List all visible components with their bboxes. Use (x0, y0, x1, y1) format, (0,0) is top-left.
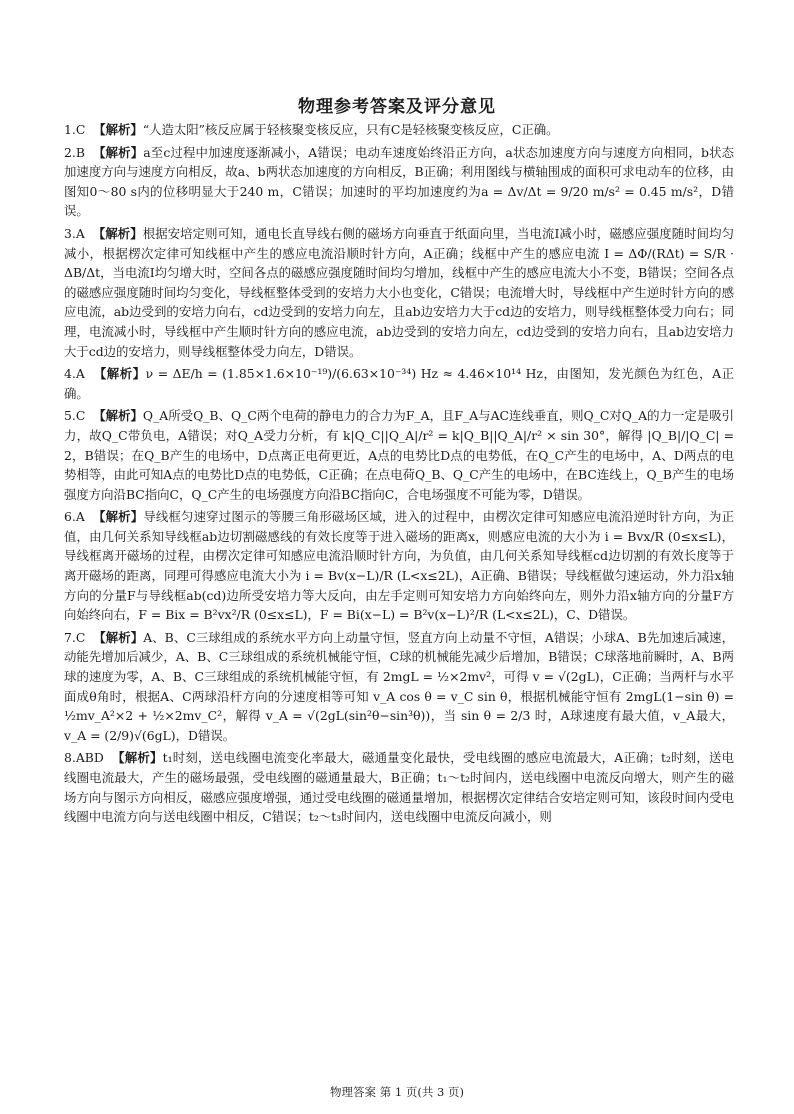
answer-choice: C (75, 629, 86, 645)
answer-choice: A (75, 225, 85, 241)
analysis-tag: 【解析】 (93, 629, 144, 645)
question-number: 8. (64, 750, 76, 766)
page-footer: 物理答案 第 1 页(共 3 页) (330, 1085, 464, 1099)
analysis-text: A、B、C三球组成的系统水平方向上动量守恒，竖直方向上动量不守恒，A错误；小球A、B先加速后减速，动能先增加后减少，A、B、C三球组成的系统机械能守恒，C球的机械能先减少后增加，B错误；C球落地前瞬时，A、B两球的速度为零，A、B、C三球组成的系统机械能守恒，有 2mgL = ½×2mv²，可得 v = √(2gL)，C正确；当两杆与水平面成θ角时，根据A、C两球沿杆方向的分速度相等可知 v_A cos θ = v_C sin θ，根据机械能守恒有 2mgL(1−sin θ) = ½mv_A²×2 + ½×2mv_C²，解得 v_A = √(2gL(sin²θ−sin³θ))，当 sin θ = 2/3 时，A球速度有最大值，v_A最大，v_A = (2/9)√(6gL)，D错误。 (64, 629, 734, 743)
analysis-tag: 【解析】 (93, 509, 144, 525)
question-number: 3. (64, 225, 76, 241)
question-number: 5. (64, 408, 76, 424)
answer-choice: B (75, 144, 85, 160)
answer-choice: A (75, 509, 85, 525)
analysis-tag: 【解析】 (93, 408, 143, 424)
analysis-tag: 【解析】 (93, 366, 146, 382)
page-title: 物理参考答案及评分意见 (298, 97, 496, 117)
answer-list (64, 120, 734, 830)
answer-item-8 (64, 748, 734, 826)
analysis-tag: 【解析】 (92, 225, 143, 241)
analysis-text: a至c过程中加速度逐渐减小，A错误；电动车速度始终沿正方向，a状态加速度方向与速度方向相同，b状态加速度方向与速度方向相反，故a、b两状态加速度的方向相反，B正确；利用图线与横轴围成的面积可求电动车的位移，由图知0～80 s内的位移明显大于240 m，C错误；加速时的平均加速度约为a = Δv/Δt = 9/20 m/s² = 0.45 m/s²，D错误。 (64, 144, 735, 219)
answer-choice: C (75, 122, 86, 137)
answer-choice: ABD (75, 750, 104, 766)
analysis-text: Q_A所受Q_B、Q_C两个电荷的静电力的合力为F_A，且F_A与AC连线垂直，则Q_C对Q_A的力一定是吸引力，故Q_C带负电，A错误；对Q_A受力分析，有 k|Q_C||Q_A|/r² = k|Q_B||Q_A|/r² × sin 30°，解得 |Q_B|/|Q_C| = 2，B错误；在Q_B产生的电场中，D点离正电荷更近，A点的电势比D点的电势低，在Q_C产生的电场中，A、D两点的电势相等，由此可知A点的电势比D点的电势低，C正确；在点电荷Q_B、Q_C产生的电场中，在BC连线上，Q_B产生的电场强度方向沿BC指向C，Q_C产生的电场强度方向沿BC指向C，合电场强度不可能为零，D错误。 (64, 408, 735, 502)
answer-item-6 (64, 507, 734, 625)
analysis-text: ν = ΔE/h = (1.85×1.6×10⁻¹⁹)/(6.63×10⁻³⁴) Hz ≈ 4.46×10¹⁴ Hz，由图知，发光颜色为红色，A正确。 (64, 366, 734, 401)
analysis-tag: 【解析】 (93, 144, 144, 160)
analysis-tag: 【解析】 (93, 122, 143, 137)
question-number: 1. (64, 122, 76, 137)
answer-item-7 (64, 628, 734, 746)
answer-choice: C (75, 408, 86, 424)
analysis-text: “人造太阳”核反应属于轻核聚变核反应，只有C是轻核聚变核反应，C正确。 (142, 122, 559, 137)
analysis-text: 根据安培定则可知，通电长直导线右侧的磁场方向垂直于纸面向里，当电流I减小时，磁感应强度随时间均匀减小，根据楞次定律可知线框中产生的感应电流沿顺时针方向，A正确；线框中产生的感应电流 I = ΔΦ/(RΔt) = S/R · ΔB/Δt，当电流I均匀增大时，空间各点的磁感应强度随时间均匀增加，线框中产生的感应电流大小不变，B错误；空间各点的磁感应强度随时间均匀变化，导线框整体受到的安培力大小也变化，C错误；电流增大时，导线框中产生逆时针方向的感应电流，ab边受到的安培力向右，cd边受到的安培力向左，且ab边安培力大于cd边的安培力，则导线框整体受力向右；同理，电流减小时，导线框中产生顺时针方向的感应电流，ab边受到的安培力向左，cd边受到的安培力向右，且ab边安培力大于cd边的安培力，则导线框整体受力向左，D错误。 (64, 225, 734, 359)
answer-choice: A (75, 366, 85, 382)
question-number: 2. (64, 144, 76, 160)
question-number: 4. (64, 366, 76, 382)
answer-item-5 (64, 406, 734, 504)
analysis-text: t₁时刻，送电线圈电流变化率最大，磁通量变化最快，受电线圈的感应电流最大，A正确；t₂时刻，送电线圈电流最大，产生的磁场最强，受电线圈的磁通量最大，B正确；t₁～t₂时间内，送电线圈中电流反向增大，则产生的磁场方向与图示方向相反，磁感应强度增强，通过受电线圈的磁通量增加，根据楞次定律结合安培定则可知，该段时间内受电线圈中电流方向与送电线圈中相反，C错误；t₂～t₃时间内，送电线圈中电流反向减小，则 (64, 750, 734, 825)
answer-item-3 (64, 224, 734, 361)
question-number: 6. (64, 509, 76, 525)
answer-item-1 (64, 120, 734, 140)
answer-item-2 (64, 143, 734, 221)
analysis-text: 导线框匀速穿过图示的等腰三角形磁场区域，进入的过程中，由楞次定律可知感应电流沿逆时针方向，为正值，由几何关系知导线框ab边切割磁感线的有效长度等于进入磁场的距离x，则感应电流的大小为 i = Bvx/R (0≤x≤L)，导线框离开磁场的过程，由楞次定律可知感应电流沿顺时针方向，为负值，由几何关系知导线框cd边切割的有效长度等于离开磁场的距离，同理可得感应电流大小为 i = Bv(x−L)/R (L<x≤2L)，A正确、B错误；导线框做匀速运动，外力沿x轴方向的分量F与导线框ab(cd)边所受安培力等大反向，由左手定则可知安培力方向始终向左，则外力沿x轴方向的分量F方向始终向右，F = Bix = B²vx²/R (0≤x≤L)，F = Bi(x−L) = B²v(x−L)²/R (L<x≤2L)，C、D错误。 (64, 509, 735, 623)
answer-item-4 (64, 364, 734, 403)
question-number: 7. (64, 629, 76, 645)
analysis-tag: 【解析】 (112, 750, 163, 766)
